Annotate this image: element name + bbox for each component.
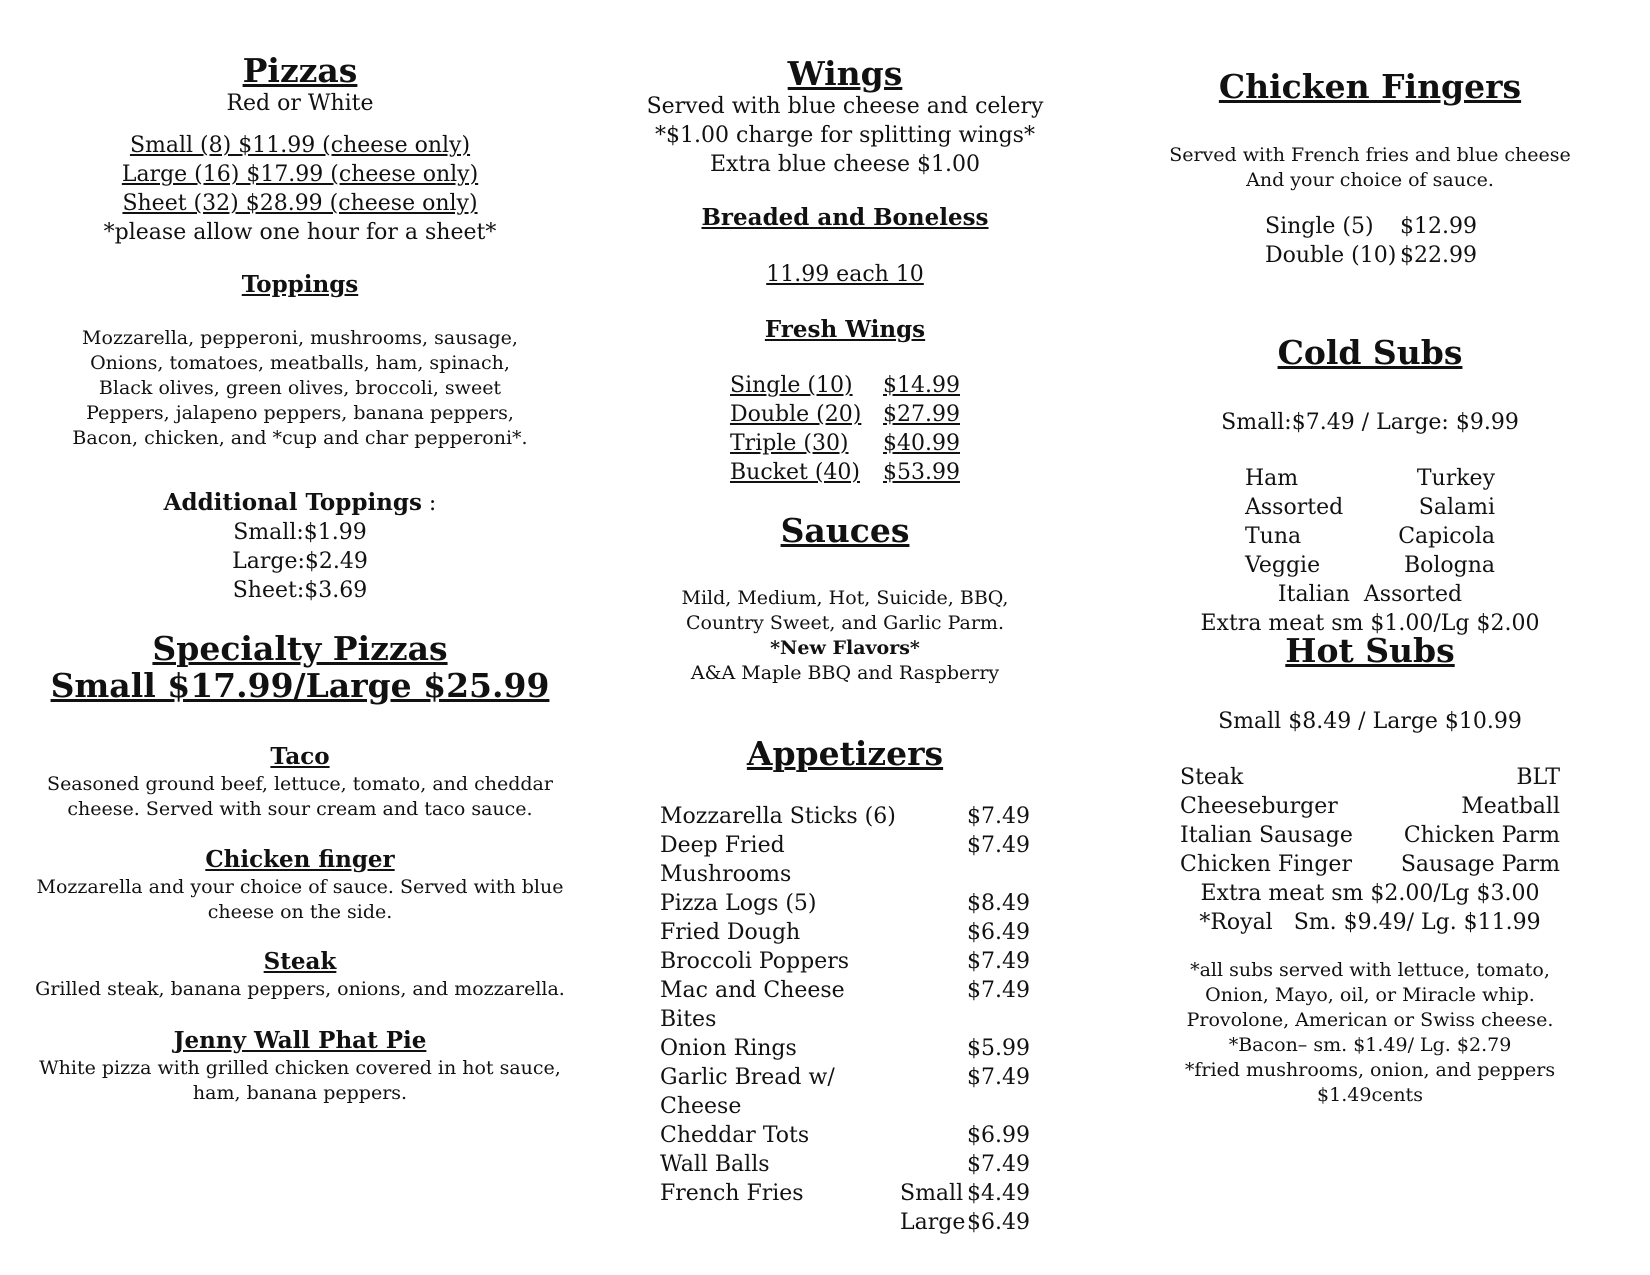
fresh-wings-label: Bucket (40)	[730, 460, 861, 485]
additional-toppings-title: Additional Toppings	[163, 489, 422, 516]
cold-sub-last-item: Italian Assorted	[1277, 582, 1463, 607]
pizza-sizes	[0, 131, 600, 247]
fresh-wings-title: Fresh Wings	[764, 316, 926, 343]
specialty-item-desc: Mozzarella and your choice of sauce. Served with blue	[36, 876, 564, 898]
pizza-size: Sheet (32) $28.99 (cheese only)	[122, 191, 478, 216]
chicken-fingers-price: $22.99	[1400, 243, 1477, 268]
appetizer-price: $7.49	[967, 1065, 1030, 1090]
hot-subs-row	[1180, 763, 1560, 792]
cold-subs-row	[1245, 493, 1495, 522]
appetizer-price: $7.49	[967, 949, 1030, 974]
specialty-item-name: Steak	[263, 948, 337, 975]
specialty-item-name: Jenny Wall Phat Pie	[173, 1027, 427, 1054]
appetizer-row	[560, 976, 1130, 1034]
sauces-list	[560, 586, 1130, 686]
wings-info	[560, 92, 1130, 179]
hot-subs-row	[1180, 792, 1560, 821]
specialty-item-desc: ham, banana peppers.	[192, 1082, 408, 1104]
pizza-size: Large (16) $17.99 (cheese only)	[121, 162, 479, 187]
cold-subs-extra: Extra meat sm $1.00/Lg $2.00	[1200, 611, 1540, 636]
chicken-fingers-row	[1110, 241, 1630, 270]
appetizer-price: $8.49	[967, 891, 1030, 916]
fresh-wings-row	[560, 429, 1130, 458]
subs-note: *all subs served with lettuce, tomato,	[1190, 959, 1550, 981]
toppings-line: Bacon, chicken, and *cup and char pepperoni*.	[72, 427, 528, 449]
new-flavors-line: A&A Maple BBQ and Raspberry	[690, 662, 1000, 684]
toppings-line: Onions, tomatoes, meatballs, ham, spinach,	[90, 352, 510, 374]
hot-sub-item: Chicken Parm	[1403, 823, 1560, 848]
appetizer-name: Mac and Cheese Bites	[660, 978, 845, 1032]
hot-subs-prices: Small $8.49 / Large $10.99	[1218, 709, 1522, 734]
specialty-item	[0, 1026, 600, 1106]
appetizer-size	[900, 1150, 960, 1179]
hot-subs-row	[1180, 850, 1560, 879]
sauces-title: Sauces	[780, 511, 910, 550]
appetizer-row	[560, 1150, 1130, 1179]
subs-notes	[1110, 958, 1630, 1108]
toppings-line: Black olives, green olives, broccoli, sweet	[98, 377, 502, 399]
hot-sub-item: Steak	[1180, 765, 1244, 790]
appetizer-name: Pizza Logs (5)	[660, 891, 817, 916]
fresh-wings-label: Double (20)	[730, 402, 862, 427]
cold-sub-item: Bologna	[1403, 553, 1495, 578]
hot-sub-item: Sausage Parm	[1400, 852, 1560, 877]
appetizer-size	[900, 802, 960, 831]
specialty-item-name: Chicken finger	[205, 846, 395, 873]
fresh-wings-row	[560, 371, 1130, 400]
subs-note: $1.49cents	[1317, 1084, 1423, 1106]
pizzas-subtitle: Red or White	[226, 91, 374, 116]
hot-subs-row	[1180, 821, 1560, 850]
specialty-title: Specialty Pizzas	[152, 629, 448, 668]
appetizer-price: $7.49	[967, 833, 1030, 858]
appetizer-price: $7.49	[967, 978, 1030, 1003]
appetizer-name: Onion Rings	[660, 1036, 797, 1061]
subs-note: Provolone, American or Swiss cheese.	[1186, 1009, 1554, 1031]
additional-colon: :	[421, 491, 437, 516]
cold-subs-row	[1245, 551, 1495, 580]
appetizer-name: Mozzarella Sticks (6)	[660, 804, 896, 829]
cold-subs-list	[1110, 464, 1630, 638]
cold-sub-item: Salami	[1418, 495, 1495, 520]
sauces-line: Country Sweet, and Garlic Parm.	[685, 612, 1004, 634]
chicken-fingers-price: $12.99	[1400, 214, 1477, 239]
cold-sub-item: Ham	[1245, 466, 1299, 491]
appetizer-row	[560, 1034, 1130, 1063]
breaded-price: 11.99 each 10	[766, 262, 924, 287]
appetizer-price: $7.49	[967, 804, 1030, 829]
fresh-wings-label: Single (10)	[730, 373, 853, 398]
appetizer-row	[560, 1063, 1130, 1121]
fresh-wings-label: Triple (30)	[730, 431, 849, 456]
hot-sub-item: Cheeseburger	[1180, 794, 1338, 819]
appetizer-row	[560, 831, 1130, 889]
appetizer-row	[560, 947, 1130, 976]
specialty-item	[0, 845, 600, 925]
specialty-item-desc: Seasoned ground beef, lettuce, tomato, and cheddar	[47, 773, 553, 795]
new-flavors-label: *New Flavors*	[770, 637, 920, 659]
appetizer-name: Deep Fried Mushrooms	[660, 833, 792, 887]
specialty-item-desc: cheese on the side.	[207, 901, 393, 923]
wings-title: Wings	[787, 54, 903, 93]
specialty-item-desc: White pizza with grilled chicken covered in hot sauce,	[39, 1057, 561, 1079]
cold-subs-row	[1245, 464, 1495, 493]
subs-note: Onion, Mayo, oil, or Miracle whip.	[1205, 984, 1535, 1006]
specialty-item-desc: Grilled steak, banana peppers, onions, and mozzarella.	[35, 978, 565, 1000]
appetizer-size	[900, 889, 960, 918]
appetizer-row	[560, 918, 1130, 947]
appetizer-name: French Fries	[660, 1181, 804, 1206]
appetizer-size	[900, 1121, 960, 1150]
specialty-item	[0, 947, 600, 1002]
sheet-note: *please allow one hour for a sheet*	[103, 220, 497, 245]
appetizer-size	[900, 976, 960, 1034]
hot-subs-extra: Extra meat sm $2.00/Lg $3.00	[1200, 881, 1540, 906]
cold-subs-row	[1245, 522, 1495, 551]
hot-sub-item: Meatball	[1461, 794, 1560, 819]
fresh-wings-row	[560, 400, 1130, 429]
specialty-item	[0, 742, 600, 822]
fresh-wings-list	[560, 371, 1130, 487]
chicken-fingers-options	[1110, 212, 1630, 270]
appetizer-price: $6.99	[967, 1123, 1030, 1148]
hot-subs-title: Hot Subs	[1285, 631, 1455, 670]
toppings-title: Toppings	[241, 271, 359, 298]
cold-sub-item: Turkey	[1416, 466, 1495, 491]
wings-line: Served with blue cheese and celery	[646, 94, 1044, 119]
appetizer-name: Cheddar Tots	[660, 1123, 810, 1148]
appetizer-row	[560, 802, 1130, 831]
hot-subs-royal: *Royal Sm. $9.49/ Lg. $11.99	[1199, 910, 1541, 935]
wings-line: *$1.00 charge for splitting wings*	[655, 123, 1035, 148]
appetizer-name: Wall Balls	[660, 1152, 770, 1177]
appetizer-size: Large	[900, 1210, 966, 1235]
appetizer-price: $6.49	[967, 920, 1030, 945]
fresh-wings-price: $53.99	[883, 460, 960, 485]
chicken-fingers-label: Double (10)	[1265, 243, 1397, 268]
hot-sub-item: BLT	[1516, 765, 1560, 790]
appetizer-price: $5.99	[967, 1036, 1030, 1061]
additional-price: Large:$2.49	[232, 549, 368, 574]
cold-sub-item: Capicola	[1398, 524, 1495, 549]
fresh-wings-price: $40.99	[883, 431, 960, 456]
cold-subs-title: Cold Subs	[1277, 333, 1463, 372]
chicken-fingers-info	[1110, 143, 1630, 193]
appetizer-size	[900, 947, 960, 976]
appetizer-name: Fried Dough	[660, 920, 801, 945]
subs-note: *Bacon– sm. $1.49/ Lg. $2.79	[1228, 1034, 1512, 1056]
appetizer-row	[560, 1208, 1130, 1237]
appetizer-row	[560, 889, 1130, 918]
pizza-size: Small (8) $11.99 (cheese only)	[129, 133, 471, 158]
appetizer-price: $4.49	[967, 1181, 1030, 1206]
hot-sub-item: Italian Sausage	[1180, 823, 1353, 848]
toppings-line: Mozzarella, pepperoni, mushrooms, sausage,	[82, 327, 518, 349]
chicken-fingers-title: Chicken Fingers	[1218, 67, 1522, 106]
subs-note: *fried mushrooms, onion, and peppers	[1184, 1059, 1556, 1081]
cold-sub-item: Veggie	[1245, 553, 1321, 578]
appetizer-name	[660, 1208, 900, 1237]
hot-subs-list	[1110, 763, 1630, 937]
pizzas-title: Pizzas	[242, 51, 358, 90]
appetizer-row	[560, 1121, 1130, 1150]
fresh-wings-price: $27.99	[883, 402, 960, 427]
cold-subs-prices: Small:$7.49 / Large: $9.99	[1221, 410, 1519, 435]
appetizer-size	[900, 1034, 960, 1063]
appetizer-row	[560, 1179, 1130, 1208]
cold-sub-item: Assorted	[1245, 495, 1344, 520]
additional-toppings	[0, 488, 600, 605]
wings-line: Extra blue cheese $1.00	[709, 152, 981, 177]
appetizer-name: Garlic Bread w/ Cheese	[660, 1065, 835, 1119]
appetizer-size	[900, 831, 960, 889]
toppings-list	[0, 326, 600, 451]
cold-sub-item: Tuna	[1245, 524, 1302, 549]
appetizer-price: $7.49	[967, 1152, 1030, 1177]
chicken-fingers-label: Single (5)	[1265, 214, 1374, 239]
fresh-wings-price: $14.99	[883, 373, 960, 398]
breaded-title: Breaded and Boneless	[701, 204, 989, 231]
appetizer-price: $6.49	[967, 1210, 1030, 1235]
additional-price: Sheet:$3.69	[232, 578, 368, 603]
chicken-fingers-line: Served with French fries and blue cheese	[1169, 144, 1571, 166]
appetizers-list	[560, 802, 1130, 1237]
specialty-item-desc: cheese. Served with sour cream and taco sauce.	[67, 798, 533, 820]
specialty-prices: Small $17.99/Large $25.99	[50, 666, 550, 705]
fresh-wings-row	[560, 458, 1130, 487]
additional-price: Small:$1.99	[233, 520, 367, 545]
appetizers-title: Appetizers	[746, 734, 944, 773]
appetizer-size	[900, 1063, 960, 1121]
specialty-item-name: Taco	[270, 743, 330, 770]
hot-sub-item: Chicken Finger	[1180, 852, 1352, 877]
appetizer-size: Small	[900, 1181, 964, 1206]
appetizer-size	[900, 918, 960, 947]
chicken-fingers-line: And your choice of sauce.	[1246, 169, 1494, 191]
toppings-line: Peppers, jalapeno peppers, banana peppers,	[86, 402, 514, 424]
sauces-line: Mild, Medium, Hot, Suicide, BBQ,	[681, 587, 1009, 609]
chicken-fingers-row	[1110, 212, 1630, 241]
appetizer-name: Broccoli Poppers	[660, 949, 850, 974]
